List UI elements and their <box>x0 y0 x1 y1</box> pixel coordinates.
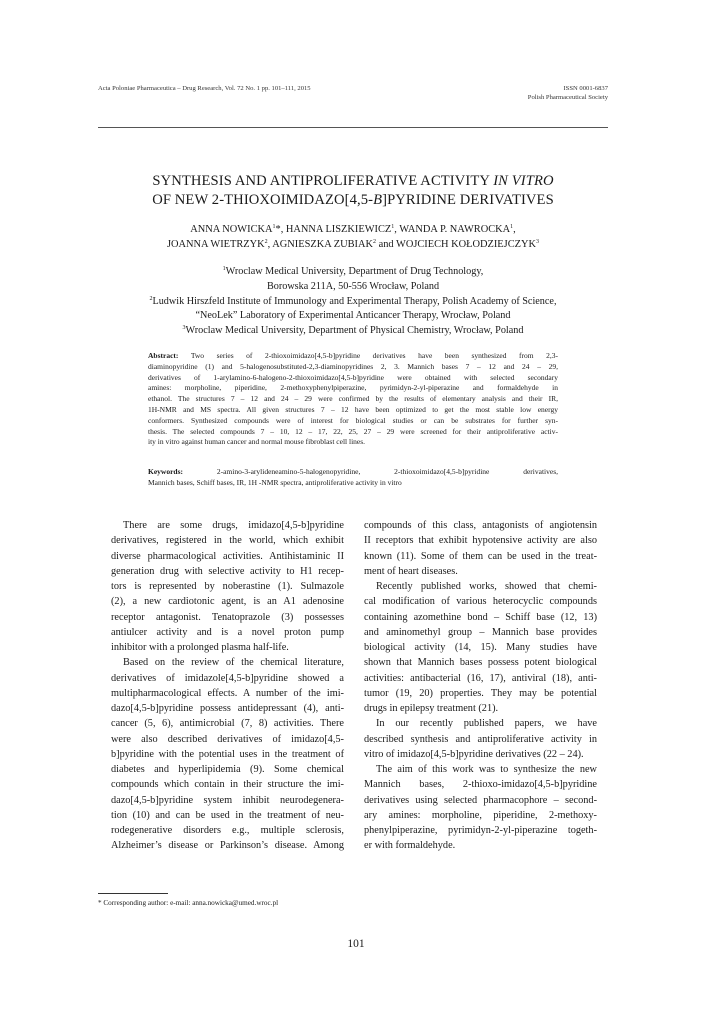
society: Polish Pharmaceutical Society <box>527 94 608 101</box>
affiliations <box>98 265 608 339</box>
body-text-line: generation drug with selective activity to H1 recep- <box>111 565 344 577</box>
body-text-line: Recently published works, showed that chemi- <box>376 581 597 592</box>
abstract <box>148 351 558 448</box>
abstract-line: derivatives of 1-arylamino-6-halogeno-2-thioxoimidazo[4,5-b]pyridine were obtained with selected secondary <box>148 372 558 382</box>
body-text-line: compounds which contain in their structure the imi- <box>111 779 344 791</box>
body-text-line: ary amines: morpholine, piperidine, 2-methoxy- <box>364 809 597 821</box>
body-text-line: Based on the review of the chemical literature, <box>123 657 344 669</box>
body-text-line: phenylpiperazine, pyrimidyn-2-yl-piperazine togeth- <box>364 825 597 836</box>
author-line-1: ANNA NOWICKA$^1$*, HANNA LISZKIEWICZ$^1$, WANDA P. NAWROCKA$^1$, <box>190 224 516 235</box>
body-text-line: antiulcer activity and is a novel proton pump <box>111 626 344 638</box>
running-header-journal: Acta Poloniae Pharmaceutica – Drug Research, Vol. 72 No. 1 pp. 101–111, 2015 <box>98 85 311 92</box>
body-text-line: inhibitor with a prolonged plasma half-life. <box>111 642 289 653</box>
body-text-line: In our recently published papers, we have <box>376 718 597 730</box>
body-text-line: diverse pharmacological activities. Antihistaminic II <box>111 550 344 562</box>
keywords <box>148 467 558 489</box>
body-text-line: derivatives using selected pharmacophore – second- <box>364 794 597 806</box>
body-text-line: Alzheimer’s disease or Parkinson’s disease. Among <box>111 840 344 852</box>
running-header-issn <box>528 84 608 102</box>
body-text-line: (2), a new cardiotonic agent, is an A1 adenosine <box>111 596 344 608</box>
body-text-line: b]pyridine with the potential uses in the treatment of <box>111 748 344 760</box>
paper-title <box>98 172 608 210</box>
author-line-2: JOANNA WIETRZYK$^2$, AGNIESZKA ZUBIAK$^2$ and WOJCIECH KOŁODZIEJCZYK$^3$ <box>166 239 539 250</box>
body-text-line: tors is represented by noberastine (1). Sulmazole <box>111 581 344 592</box>
body-text-line: tion (10) and can be used in the treatment of neu- <box>111 809 344 821</box>
body-text-line: dazo[4,5-b]pyridine possess antidepressant (4), anti- <box>111 703 344 714</box>
affiliation-line: $^1$Wroclaw Medical University, Department of Drug Technology, <box>222 266 484 277</box>
body-text-line: II receptors that exhibit hypotensive activity are also <box>364 535 597 547</box>
body-column-right <box>364 518 597 854</box>
issn: ISSN 0001-6837 <box>563 85 608 92</box>
body-text-line: drugs in epilepsy treatment (21). <box>364 703 499 714</box>
body-text-line: multipharmacological effects. A number of the imi- <box>111 687 344 699</box>
abstract-line: amines: morpholine, piperidine, 2-methoxyphenylpiperazine, pyrimidyn-2-yl-piperazine and formaldehyde in <box>148 383 558 393</box>
body-text-line: cal modification of various heterocyclic compounds <box>364 596 597 608</box>
body-text-line: tumor (19, 20) properties. They may be potential <box>364 687 597 699</box>
keywords-line: Keywords: 2-amino-3-arylideneamino-5-halogenopyridine, 2-thioxoimidazo[4,5-b]pyridine derivatives, <box>148 467 558 476</box>
body-text-line: Mannich bases, 2-thioxo-imidazo[4,5-b]pyridine <box>364 779 597 791</box>
body-text-line: known (11). Some of them can be used in the treat- <box>364 550 597 562</box>
title-line-2: OF NEW 2-THIOXOIMIDAZO[4,5-B]PYRIDINE DERIVATIVES <box>152 192 554 208</box>
abstract-line: Abstract: Two series of 2-thioxoimidazo[4,5-b]pyridine derivatives have been synthesized from 2,3- <box>148 351 558 360</box>
body-text-line: and aminomethyl group – Mannich base provides <box>364 626 597 638</box>
body-column-left <box>111 518 344 854</box>
footnote: * Corresponding author: e-mail: anna.nowicka@umed.wroc.pl <box>98 899 279 907</box>
body-text-line: biological activity (14, 15). Many studies have <box>364 642 597 653</box>
abstract-line: ethanol. The structures 7 – 12 and 24 – 29 were confirmed by the results of elementary analysis and their IR, <box>148 394 558 404</box>
abstract-line: conformers. Synthesized compounds were of interest for biological studies or can be substrates for further syn- <box>148 415 558 425</box>
body-text-line: receptor antagonist. Tenatoprazole (3) possesses <box>111 611 344 623</box>
body-text-line: There are some drugs, imidazo[4,5-b]pyridine <box>123 520 344 531</box>
header-divider <box>98 127 608 128</box>
keywords-line: Mannich bases, Schiff bases, IR, 1H -NMR spectra, antiproliferative activity in vitro <box>148 477 402 487</box>
abstract-line: thesis. The selected compounds 7 – 10, 12 – 17, 22, 25, 27 – 29 were screened for their antiproliferative activ- <box>148 426 558 436</box>
footnote-divider <box>98 893 168 894</box>
author-list <box>98 222 608 252</box>
body-text-line: derivatives of imidazole[4,5-b]pyridine showed a <box>111 672 344 684</box>
body-text-line: containing azomethine bond – Schiff base (12, 13) <box>364 611 597 623</box>
body-text-line: dazo[4,5-b]pyridine system inhibit neurodegenera- <box>111 794 344 806</box>
affiliation-line: $^3$Wroclaw Medical University, Department of Physical Chemistry, Wrocław, Poland <box>182 325 524 337</box>
body-text-line: vitro of imidazo[4,5-b]pyridine derivatives (22 – 24). <box>364 748 584 760</box>
abstract-line: ity in vitro against human cancer and normal mouse fibroblast cell lines. <box>148 437 366 447</box>
body-text-line: rodegenerative disorders e.g., multiple sclerosis, <box>111 825 344 836</box>
affiliation-line: “NeoLek” Laboratory of Experimental Anticancer Therapy, Wrocław, Poland <box>195 310 511 322</box>
body-text-line: activities: antibacterial (16, 17), antiviral (18), anti- <box>364 672 597 684</box>
body-text-line: The aim of this work was to synthesize the new <box>376 764 597 775</box>
body-text-line: ment of heart diseases. <box>364 565 458 577</box>
page-number: 101 <box>347 938 365 950</box>
abstract-line: 1H-NMR and MS spectra. All given structures 7 – 12 have been optimized to get the most stable low energy <box>148 404 558 414</box>
body-text-line: er with formaldehyde. <box>364 840 456 852</box>
abstract-line: diaminopyridine (1) and 5-halogenosubstituted-2,3-diaminopyridines 2, 3. Mannich bases 7 – 12 and 24 – 29, <box>148 361 558 371</box>
title-line-1: SYNTHESIS AND ANTIPROLIFERATIVE ACTIVITY IN VITRO <box>152 173 554 189</box>
body-text-line: compounds of this class, antagonists of angiotensin <box>364 520 597 531</box>
body-text-line: derivatives, registered in the world, which exhibit <box>111 535 344 547</box>
body-text-line: diabetes and hyperlipidemia (9). Some chemical <box>111 764 344 775</box>
affiliation-line: $^2$Ludwik Hirszfeld Institute of Immunology and Experimental Therapy, Polish Academy of Science, <box>149 295 557 307</box>
body-text-line: were also described derivatives of imidazo[4,5- <box>111 733 344 745</box>
body-text-line: described synthesis and antiproliferative activity in <box>364 733 597 745</box>
affiliation-line: Borowska 211A, 50-556 Wrocław, Poland <box>266 280 440 292</box>
body-text-line: shown that Mannich bases possess potent biological <box>364 657 597 669</box>
body-text-line: cancer (5, 6), antimicrobial (7, 8) activities. There <box>111 718 344 730</box>
